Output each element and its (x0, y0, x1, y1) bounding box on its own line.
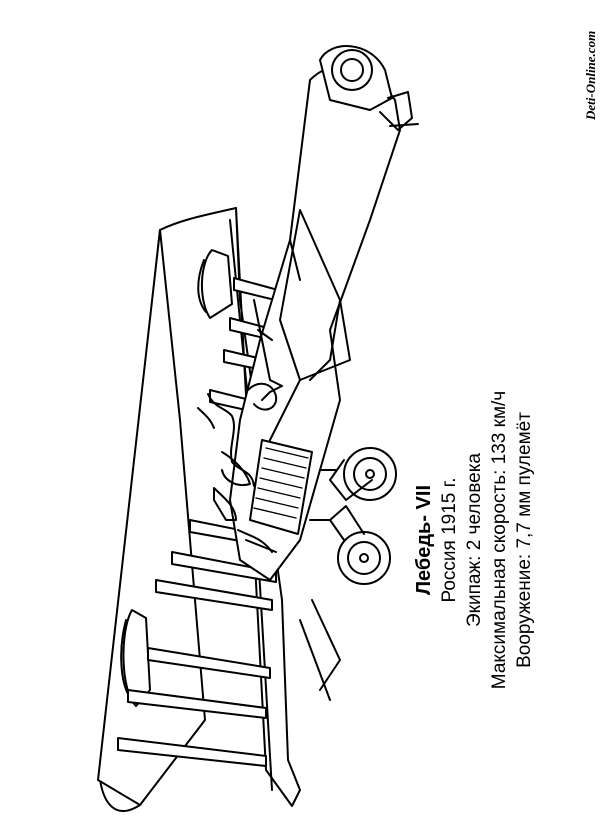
landing-gear (310, 448, 396, 584)
roundel-upper (202, 250, 232, 318)
armament-info: Вооружение: 7,7 мм пулемёт (514, 412, 535, 668)
tail (320, 46, 392, 110)
aircraft-caption (412, 260, 542, 820)
aircraft-title: Лебедь- VII (413, 484, 435, 596)
site-watermark: Deti-Online.com (583, 30, 598, 120)
crew-info: Экипаж: 2 человека (464, 453, 485, 627)
lower-wing (98, 230, 205, 805)
max-speed-info: Максимальная скорость: 133 км/ч (489, 390, 510, 690)
upper-wing-leading-edge (160, 208, 236, 230)
country-year: Россия 1915 г. (439, 477, 460, 603)
